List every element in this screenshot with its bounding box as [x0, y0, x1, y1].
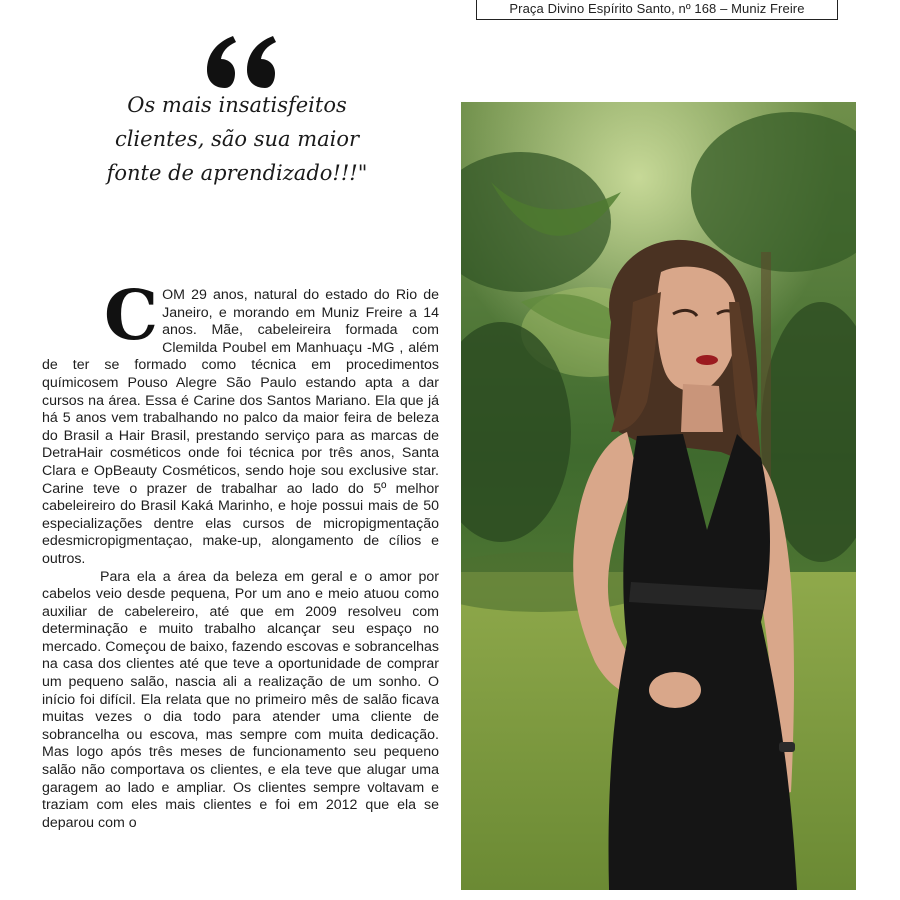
- portrait-photo: [461, 102, 856, 890]
- drop-cap: C: [104, 276, 159, 356]
- pull-quote: Os mais insatisfeitos clientes, são sua maior fonte de aprendizado!!!": [106, 93, 368, 185]
- article-paragraph-2: Para ela a área da beleza em geral e o amor por cabelos veio desde pequena, Por um ano e meio atuou como auxiliar de cabelereiro, até que em 2009 resolveu com determinação e muito trabalho alcançar seu espaço no mercado. Começou de baixo, fazendo escovas e sobrancelhas na casa dos clientes até que teve a oportunidade de comprar um pequeno salão, nascia ali a realização de um sonho. O início foi difícil. Ela relata que no primeiro mês de salão ficava muitas vezes o dia todo para atender uma cliente de sobrancelha ou escova, mas sempre com muita dedicação. Mas logo após três meses de funcionamento seu pequeno salão não comportava os clientes, e ela teve que alugar uma garagem ao lado e ampliar. Os clientes sempre voltavam e traziam com eles mais clientes e foi em 2012 que ela se deparou com o: [42, 568, 439, 831]
- paragraph-1-text: OM 29 anos, natural do estado do Rio de Janeiro, e morando em Muniz Freire a 14 anos. Mãe, cabeleireira formada com Clemilda Poubel em Manhuaçu -MG , além de ter se formado como técnica em procedimentos químicosem Pouso Alegre São Paulo estando apta a dar cursos na área. Essa é Carine dos Santos Mariano. Ela que já há 5 anos vem trabalhando no palco da maior feira de beleza do Brasil a Hair Brasil, prestando serviço para as marcas de DetraHair cosméticos onde foi técnica por três anos, Santa Clara e OpBeauty Cosméticos, sendo hoje sou exclusive star. Carine teve o prazer de trabalhar ao lado do 5º melhor cabeleireiro do Brasil Kaká Marinho, e hoje possui mais de 50 especializações dentre elas cursos de micropigmentação edesmicropigmentaçao, make-up, alongamento de cílios e outros.: [42, 287, 439, 567]
- article-paragraph-1: [42, 276, 439, 569]
- address-label: Praça Divino Espírito Santo, nº 168 – Muniz Freire: [476, 0, 838, 20]
- article-body: [42, 276, 439, 832]
- quote-icon: [205, 32, 285, 92]
